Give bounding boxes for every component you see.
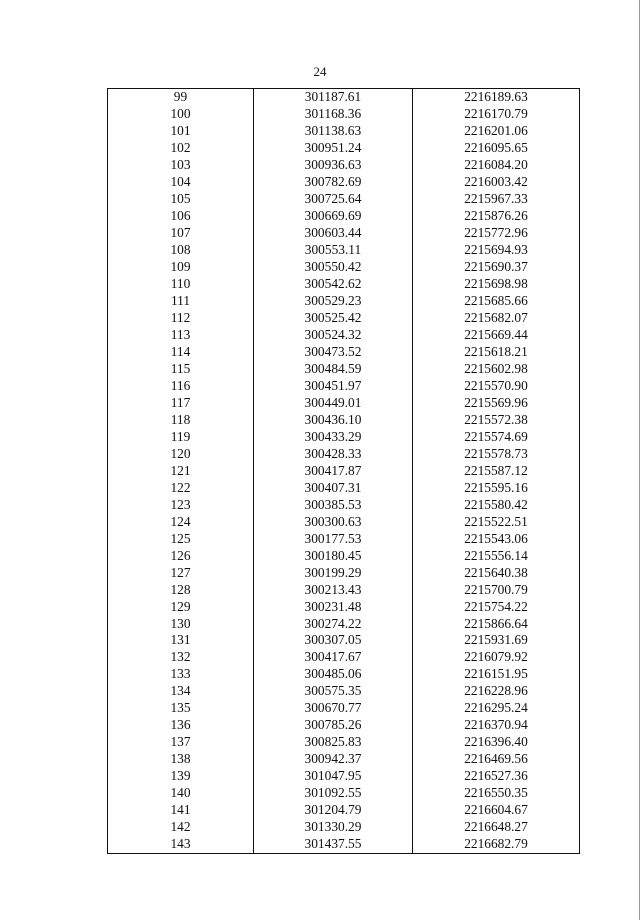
table-row xyxy=(108,293,580,310)
point-number-cell: 117 xyxy=(108,394,254,411)
y-coordinate-cell: 2215522.51 xyxy=(413,513,580,530)
table-row xyxy=(108,513,580,530)
table-row xyxy=(108,768,580,785)
y-coordinate-cell: 2215618.21 xyxy=(413,344,580,361)
y-coordinate-cell: 2215754.22 xyxy=(413,598,580,615)
x-coordinate-cell: 301437.55 xyxy=(254,836,413,853)
point-number-cell: 113 xyxy=(108,327,254,344)
table-row xyxy=(108,751,580,768)
point-number-cell: 137 xyxy=(108,734,254,751)
y-coordinate-cell: 2216201.06 xyxy=(413,123,580,140)
y-coordinate-cell: 2215694.93 xyxy=(413,242,580,259)
y-coordinate-cell: 2216095.65 xyxy=(413,140,580,157)
point-number-cell: 139 xyxy=(108,768,254,785)
point-number-cell: 114 xyxy=(108,344,254,361)
table-row xyxy=(108,445,580,462)
x-coordinate-cell: 300417.87 xyxy=(254,462,413,479)
x-coordinate-cell: 300449.01 xyxy=(254,394,413,411)
point-number-cell: 119 xyxy=(108,428,254,445)
y-coordinate-cell: 2215569.96 xyxy=(413,394,580,411)
table-row xyxy=(108,411,580,428)
x-coordinate-cell: 300177.53 xyxy=(254,530,413,547)
table-row xyxy=(108,836,580,853)
coordinates-table xyxy=(107,88,580,854)
y-coordinate-cell: 2216682.79 xyxy=(413,836,580,853)
table-row xyxy=(108,361,580,378)
y-coordinate-cell: 2215967.33 xyxy=(413,191,580,208)
table-row xyxy=(108,632,580,649)
point-number-cell: 118 xyxy=(108,411,254,428)
x-coordinate-cell: 301047.95 xyxy=(254,768,413,785)
point-number-cell: 135 xyxy=(108,700,254,717)
x-coordinate-cell: 300407.31 xyxy=(254,479,413,496)
x-coordinate-cell: 300782.69 xyxy=(254,174,413,191)
page-number: 24 xyxy=(313,64,327,79)
y-coordinate-cell: 2216604.67 xyxy=(413,802,580,819)
point-number-cell: 109 xyxy=(108,259,254,276)
x-coordinate-cell: 301330.29 xyxy=(254,819,413,836)
x-coordinate-cell: 300473.52 xyxy=(254,344,413,361)
table-row xyxy=(108,225,580,242)
table-row xyxy=(108,394,580,411)
y-coordinate-cell: 2215595.16 xyxy=(413,479,580,496)
x-coordinate-cell: 300936.63 xyxy=(254,157,413,174)
point-number-cell: 121 xyxy=(108,462,254,479)
y-coordinate-cell: 2215669.44 xyxy=(413,327,580,344)
x-coordinate-cell: 300825.83 xyxy=(254,734,413,751)
point-number-cell: 125 xyxy=(108,530,254,547)
point-number-cell: 133 xyxy=(108,666,254,683)
y-coordinate-cell: 2216648.27 xyxy=(413,819,580,836)
table-row xyxy=(108,479,580,496)
table-row xyxy=(108,344,580,361)
table-row xyxy=(108,717,580,734)
point-number-cell: 134 xyxy=(108,683,254,700)
x-coordinate-cell: 301092.55 xyxy=(254,785,413,802)
table-row xyxy=(108,683,580,700)
point-number-cell: 101 xyxy=(108,123,254,140)
point-number-cell: 138 xyxy=(108,751,254,768)
point-number-cell: 116 xyxy=(108,377,254,394)
table-row xyxy=(108,734,580,751)
table-row xyxy=(108,819,580,836)
table-row xyxy=(108,174,580,191)
table-row xyxy=(108,377,580,394)
x-coordinate-cell: 300669.69 xyxy=(254,208,413,225)
x-coordinate-cell: 300524.32 xyxy=(254,327,413,344)
x-coordinate-cell: 300451.97 xyxy=(254,377,413,394)
x-coordinate-cell: 300436.10 xyxy=(254,411,413,428)
point-number-cell: 140 xyxy=(108,785,254,802)
y-coordinate-cell: 2215578.73 xyxy=(413,445,580,462)
x-coordinate-cell: 300433.29 xyxy=(254,428,413,445)
x-coordinate-cell: 301168.36 xyxy=(254,106,413,123)
table-body xyxy=(108,89,580,854)
y-coordinate-cell: 2215556.14 xyxy=(413,547,580,564)
table-row xyxy=(108,242,580,259)
table-row xyxy=(108,276,580,293)
table-row xyxy=(108,208,580,225)
table-row xyxy=(108,666,580,683)
point-number-cell: 103 xyxy=(108,157,254,174)
table-row xyxy=(108,157,580,174)
x-coordinate-cell: 300231.48 xyxy=(254,598,413,615)
y-coordinate-cell: 2216295.24 xyxy=(413,700,580,717)
x-coordinate-cell: 300725.64 xyxy=(254,191,413,208)
y-coordinate-cell: 2216550.35 xyxy=(413,785,580,802)
x-coordinate-cell: 301204.79 xyxy=(254,802,413,819)
y-coordinate-cell: 2215682.07 xyxy=(413,310,580,327)
y-coordinate-cell: 2215543.06 xyxy=(413,530,580,547)
point-number-cell: 104 xyxy=(108,174,254,191)
point-number-cell: 100 xyxy=(108,106,254,123)
point-number-cell: 123 xyxy=(108,496,254,513)
x-coordinate-cell: 300180.45 xyxy=(254,547,413,564)
y-coordinate-cell: 2215698.98 xyxy=(413,276,580,293)
y-coordinate-cell: 2216396.40 xyxy=(413,734,580,751)
point-number-cell: 106 xyxy=(108,208,254,225)
table-row xyxy=(108,649,580,666)
point-number-cell: 108 xyxy=(108,242,254,259)
table-row xyxy=(108,700,580,717)
x-coordinate-cell: 300417.67 xyxy=(254,649,413,666)
y-coordinate-cell: 2216079.92 xyxy=(413,649,580,666)
y-coordinate-cell: 2215602.98 xyxy=(413,361,580,378)
point-number-cell: 141 xyxy=(108,802,254,819)
point-number-cell: 131 xyxy=(108,632,254,649)
x-coordinate-cell: 300575.35 xyxy=(254,683,413,700)
x-coordinate-cell: 300274.22 xyxy=(254,615,413,632)
y-coordinate-cell: 2216084.20 xyxy=(413,157,580,174)
y-coordinate-cell: 2215866.64 xyxy=(413,615,580,632)
point-number-cell: 107 xyxy=(108,225,254,242)
x-coordinate-cell: 300199.29 xyxy=(254,564,413,581)
y-coordinate-cell: 2215574.69 xyxy=(413,428,580,445)
y-coordinate-cell: 2216370.94 xyxy=(413,717,580,734)
table-row xyxy=(108,615,580,632)
y-coordinate-cell: 2215570.90 xyxy=(413,377,580,394)
y-coordinate-cell: 2215876.26 xyxy=(413,208,580,225)
x-coordinate-cell: 300529.23 xyxy=(254,293,413,310)
point-number-cell: 142 xyxy=(108,819,254,836)
table-row xyxy=(108,462,580,479)
table-row xyxy=(108,428,580,445)
point-number-cell: 110 xyxy=(108,276,254,293)
x-coordinate-cell: 300307.05 xyxy=(254,632,413,649)
y-coordinate-cell: 2215685.66 xyxy=(413,293,580,310)
point-number-cell: 120 xyxy=(108,445,254,462)
x-coordinate-cell: 300550.42 xyxy=(254,259,413,276)
point-number-cell: 129 xyxy=(108,598,254,615)
table-row xyxy=(108,530,580,547)
x-coordinate-cell: 300484.59 xyxy=(254,361,413,378)
x-coordinate-cell: 300300.63 xyxy=(254,513,413,530)
x-coordinate-cell: 300951.24 xyxy=(254,140,413,157)
table-row xyxy=(108,564,580,581)
y-coordinate-cell: 2216170.79 xyxy=(413,106,580,123)
x-coordinate-cell: 300542.62 xyxy=(254,276,413,293)
x-coordinate-cell: 300942.37 xyxy=(254,751,413,768)
x-coordinate-cell: 300525.42 xyxy=(254,310,413,327)
y-coordinate-cell: 2216151.95 xyxy=(413,666,580,683)
y-coordinate-cell: 2216527.36 xyxy=(413,768,580,785)
x-coordinate-cell: 300428.33 xyxy=(254,445,413,462)
point-number-cell: 130 xyxy=(108,615,254,632)
point-number-cell: 115 xyxy=(108,361,254,378)
x-coordinate-cell: 300385.53 xyxy=(254,496,413,513)
table-row xyxy=(108,581,580,598)
y-coordinate-cell: 2215587.12 xyxy=(413,462,580,479)
table-row xyxy=(108,89,580,106)
y-coordinate-cell: 2216003.42 xyxy=(413,174,580,191)
point-number-cell: 105 xyxy=(108,191,254,208)
point-number-cell: 99 xyxy=(108,89,254,106)
table-row xyxy=(108,802,580,819)
table-row xyxy=(108,310,580,327)
y-coordinate-cell: 2215931.69 xyxy=(413,632,580,649)
y-coordinate-cell: 2215690.37 xyxy=(413,259,580,276)
y-coordinate-cell: 2215640.38 xyxy=(413,564,580,581)
y-coordinate-cell: 2216189.63 xyxy=(413,89,580,106)
table-row xyxy=(108,598,580,615)
point-number-cell: 132 xyxy=(108,649,254,666)
y-coordinate-cell: 2216228.96 xyxy=(413,683,580,700)
y-coordinate-cell: 2215700.79 xyxy=(413,581,580,598)
table-row xyxy=(108,785,580,802)
x-coordinate-cell: 300603.44 xyxy=(254,225,413,242)
x-coordinate-cell: 300670.77 xyxy=(254,700,413,717)
y-coordinate-cell: 2215580.42 xyxy=(413,496,580,513)
x-coordinate-cell: 300213.43 xyxy=(254,581,413,598)
point-number-cell: 127 xyxy=(108,564,254,581)
table-row xyxy=(108,191,580,208)
table-row xyxy=(108,123,580,140)
point-number-cell: 128 xyxy=(108,581,254,598)
point-number-cell: 136 xyxy=(108,717,254,734)
point-number-cell: 126 xyxy=(108,547,254,564)
y-coordinate-cell: 2215772.96 xyxy=(413,225,580,242)
x-coordinate-cell: 300553.11 xyxy=(254,242,413,259)
table-row xyxy=(108,140,580,157)
point-number-cell: 122 xyxy=(108,479,254,496)
y-coordinate-cell: 2215572.38 xyxy=(413,411,580,428)
table-row xyxy=(108,106,580,123)
table-row xyxy=(108,496,580,513)
point-number-cell: 102 xyxy=(108,140,254,157)
x-coordinate-cell: 301187.61 xyxy=(254,89,413,106)
x-coordinate-cell: 300785.26 xyxy=(254,717,413,734)
table-row xyxy=(108,547,580,564)
x-coordinate-cell: 300485.06 xyxy=(254,666,413,683)
table-row xyxy=(108,327,580,344)
point-number-cell: 112 xyxy=(108,310,254,327)
y-coordinate-cell: 2216469.56 xyxy=(413,751,580,768)
point-number-cell: 124 xyxy=(108,513,254,530)
point-number-cell: 143 xyxy=(108,836,254,853)
table-row xyxy=(108,259,580,276)
point-number-cell: 111 xyxy=(108,293,254,310)
x-coordinate-cell: 301138.63 xyxy=(254,123,413,140)
